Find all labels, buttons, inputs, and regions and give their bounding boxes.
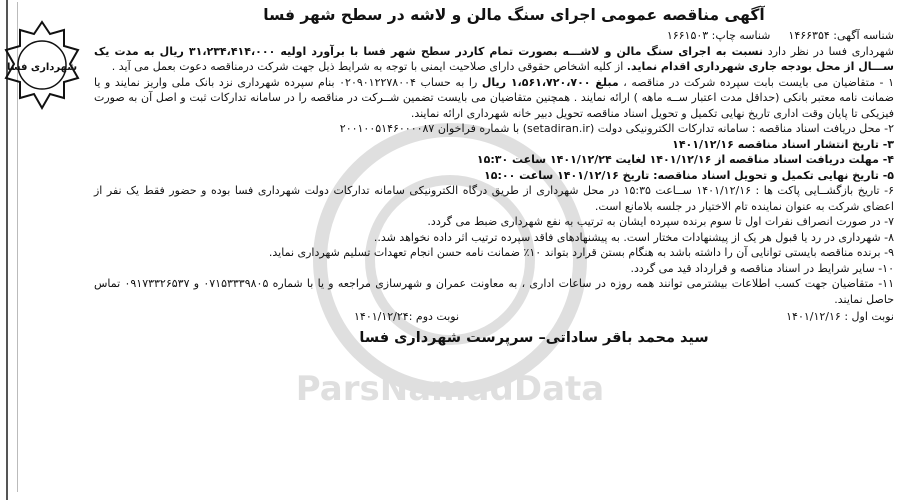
condition-2: ۲- محل دریافت اسناد مناقصه : سامانه تدارکات الکترونیکی دولت (setadiran.ir) با شماره فراخوان ۲۰۰۱۰۰۵۱۴۶۰۰۰۰۸۷ xyxy=(339,122,894,135)
condition-10: ۱۰- سایر شرایط در اسناد مناقصه و قرارداد قید می گردد. xyxy=(630,261,894,275)
condition-3: ۳- تاریخ انتشار اسناد مناقصه ۱۴۰۱/۱۲/۱۶ xyxy=(672,137,894,151)
condition-1: ۱ - متقاضیان می بایست بابت سپرده شرکت در مناقصه ، مبلغ ۱،۵۶۱،۷۲۰،۷۰۰ ریال را به حساب ۰۲۰۹۰۱۲۲۷۸۰۰۴ بنام سپرده شهرداری نزد بانک ملی واریز نمایند و یا ضمانت نامه معتبر بانکی (حداقل مدت اعتبار ســه ماهه ) ارائه نمایند . همچنین متقاضیان می بایست تضمین شــرکت در مناقصه را در سامانه تدارکات ثبت و اصل آن به صورت فیزیکی تا پایان وقت اداری تاریخ نهایی تکمیل و تحویل اسناد مناقصه تحویل دبیر خانه شهرداری ارائه نمایند. xyxy=(94,75,894,120)
deposit-amount: مبلغ ۱،۵۶۱،۷۲۰،۷۰۰ ریال xyxy=(481,75,619,89)
municipality-logo xyxy=(4,20,80,120)
condition-5: ۵- تاریخ نهایی تکمیل و تحویل اسناد مناقصه: تاریخ ۱۴۰۱/۱۲/۱۶ ساعت ۱۵:۰۰ xyxy=(484,168,894,182)
second-turn: نوبت دوم :۱۴۰۱/۱۲/۲۴ xyxy=(354,310,460,323)
logo-text: شهرداری فسا xyxy=(6,62,78,73)
notice-title: آگهی مناقصه عمومی اجرای سنگ مالن و لاشه در سطح شهر فسا xyxy=(263,6,765,24)
signature: سید محمد باقر ساداتی– سرپرست شهرداری فسا xyxy=(359,329,709,346)
ad-id: شناسه آگهی: ۱۴۶۶۳۵۴ xyxy=(788,29,894,42)
watermark-text: ParsNamadData xyxy=(295,369,605,409)
condition-6: ۶- تاریخ بازگشــایی پاکت ها : ۱۴۰۱/۱۲/۱۶ ســاعت ۱۵:۳۵ در محل شهرداری از طریق درگاه الکترونیکی سامانه تدارکات دولت شهرداری فسا بوده و حضور فقط یک نفر از اعضای شرکت به عنوان نماینده تام الاختیار در جلسه بلامانع است. xyxy=(94,184,895,213)
print-id: شناسه چاپ: ۱۶۶۱۵۰۳ xyxy=(666,29,771,42)
first-turn: نوبت اول : ۱۴۰۱/۱۲/۱۶ xyxy=(786,310,894,323)
intro-paragraph: شهرداری فسا در نظر دارد نسبت به اجرای سنگ مالن و لاشـــه بصورت تمام کاردر سطح شهر فسا با برآورد اولیه ۳۱،۲۳۴،۴۱۴،۰۰۰ ریال به مدت یک ســـال از محل بودجه جاری شهرداری اقدام نماید. از کلیه اشخاص حقوقی دارای صلاحیت ایمنی با توجه به شرایط ذیل جهت شرکت درمناقصه دعوت بعمل می آید . xyxy=(94,44,894,73)
condition-11: ۱۱- متقاضیان جهت کسب اطلاعات بیشترمی توانند همه روزه در ساعات اداری ، به معاونت عمران و شهرسازی مراجعه و یا با شماره ۰۷۱۵۳۳۳۹۸۰۵ و ۰۹۱۷۳۳۲۶۵۳۷ تماس حاصل نمایند. xyxy=(94,277,894,306)
intro-bold: نسبت به اجرای سنگ مالن و لاشـــه بصورت تمام کاردر سطح شهر فسا با برآورد اولیه ۳۱،۲۳۴،۴۱۴،۰۰۰ ریال به مدت یک ســـال از محل بودجه جاری شهرداری اقدام نماید. xyxy=(94,44,894,73)
condition-9: ۹- برنده مناقصه بایستی توانایی آن را داشته باشد به هنگام بستن قرارد بتواند ۱۰٪ ضمانت نامه حسن انجام تعهدات تسلیم شهرداری نماید. xyxy=(268,246,894,259)
notice-content xyxy=(94,4,894,346)
condition-8: ۸- شهرداری در رد یا قبول هر یک از پیشنهادات مختار است. به پیشنهادهای فاقد سپرده ترتیب اثر داده نخواهد شد.. xyxy=(373,230,894,244)
condition-4: ۴- مهلت دریافت اسناد مناقصه از ۱۴۰۱/۱۲/۱۶ لغایت ۱۴۰۱/۱۲/۲۴ ساعت ۱۵:۳۰ xyxy=(476,153,894,166)
notice-ids xyxy=(94,28,894,44)
publication-turns xyxy=(94,309,894,325)
condition-7: ۷- در صورت انصراف نفرات اول تا سوم برنده سپرده ایشان به ترتیب به نفع شهرداری ضبط می گردد. xyxy=(427,215,894,228)
